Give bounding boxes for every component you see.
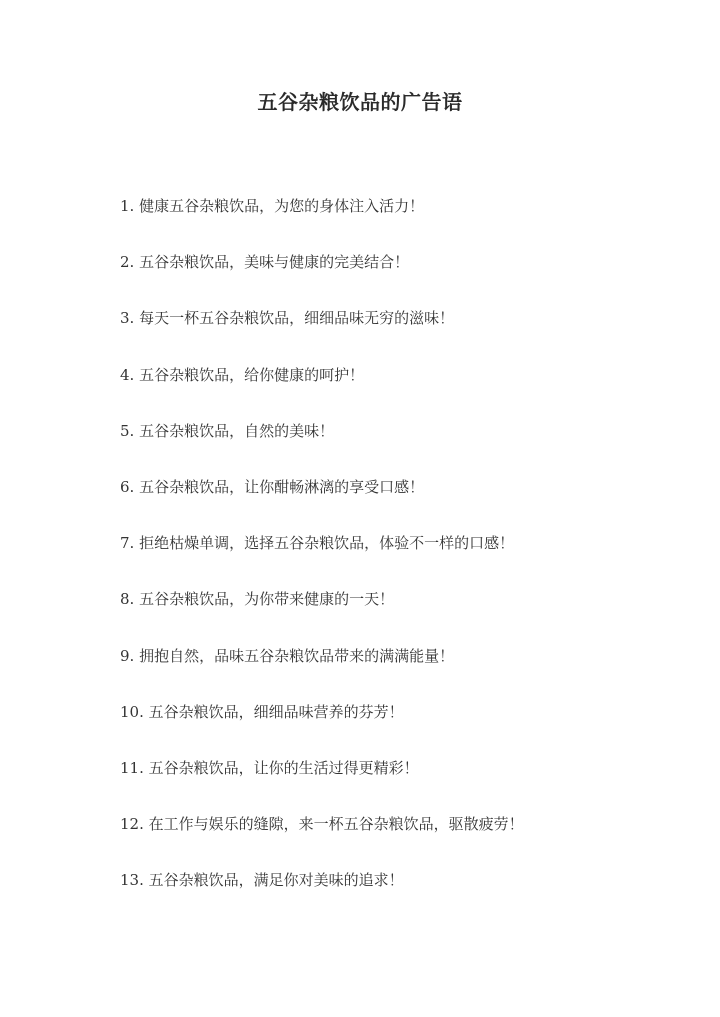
list-item-number: 7. <box>120 534 135 553</box>
list-item-text: 五谷杂粮饮品，让你的生活过得更精彩！ <box>148 758 419 777</box>
list-item-number: 2. <box>120 253 135 272</box>
list-item-number: 10. <box>120 702 144 721</box>
list-item-number: 6. <box>120 477 135 496</box>
list-item <box>120 250 680 306</box>
list-item-text: 在工作与娱乐的缝隙，来一杯五谷杂粮饮品，驱散疲劳！ <box>148 815 524 834</box>
list-item-text: 五谷杂粮饮品，让你酣畅淋漓的享受口感！ <box>139 477 425 496</box>
list-item-number: 1. <box>120 197 135 215</box>
list-item-number: 9. <box>120 646 135 665</box>
list-item-text: 五谷杂粮饮品，给你健康的呵护！ <box>139 365 365 384</box>
list-item <box>120 700 680 756</box>
list-item <box>120 644 680 700</box>
list-item-text: 健康五谷杂粮饮品，为您的身体注入活力！ <box>139 197 425 215</box>
list-item-text: 五谷杂粮饮品，细细品味营养的芬芳！ <box>148 702 404 721</box>
list-item <box>120 475 680 531</box>
list-item <box>120 868 680 924</box>
slogan-list <box>120 194 680 924</box>
list-item-number: 3. <box>120 309 135 328</box>
list-item-number: 11. <box>120 758 144 777</box>
list-item-text: 拥抱自然，品味五谷杂粮饮品带来的满满能量！ <box>139 646 455 665</box>
list-item-text: 五谷杂粮饮品，为你带来健康的一天！ <box>139 590 395 609</box>
list-item <box>120 419 680 475</box>
list-item <box>120 363 680 419</box>
list-item-text: 五谷杂粮饮品，美味与健康的完美结合！ <box>139 253 410 272</box>
list-item-text: 每天一杯五谷杂粮饮品，细细品味无穷的滋味！ <box>139 309 455 328</box>
list-item <box>120 306 680 362</box>
list-item <box>120 587 680 643</box>
list-item-number: 4. <box>120 365 135 384</box>
list-item-number: 13. <box>120 871 144 890</box>
list-item <box>120 756 680 812</box>
list-item-number: 8. <box>120 590 135 609</box>
list-item-number: 5. <box>120 421 135 440</box>
list-item-text: 五谷杂粮饮品，满足你对美味的追求！ <box>148 871 404 890</box>
list-item <box>120 531 680 587</box>
list-item <box>120 194 680 250</box>
list-item-number: 12. <box>120 815 144 834</box>
list-item-text: 五谷杂粮饮品，自然的美味！ <box>139 421 335 440</box>
document-title: 五谷杂粮饮品的广告语 <box>257 90 463 114</box>
list-item-text: 拒绝枯燥单调，选择五谷杂粮饮品，体验不一样的口感！ <box>139 534 515 553</box>
list-item <box>120 812 680 868</box>
